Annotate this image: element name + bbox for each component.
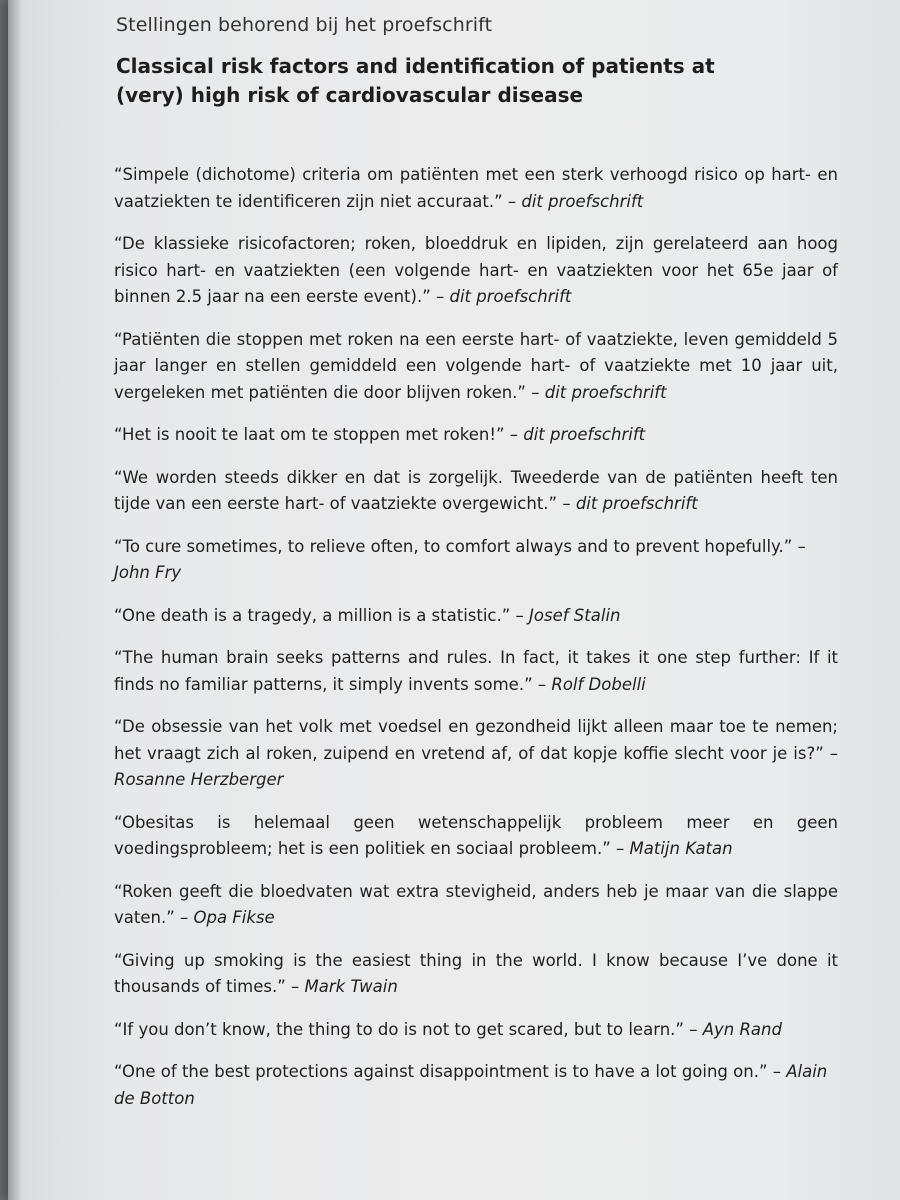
quote-text: “Patiënten die stoppen met roken na een eerste hart- of vaatziekte, leven gemiddeld 5 jaar langer en stellen gemiddeld een volgende hart- of vaatziekte met 10 jaar uit, vergeleken met patiënten die door blijven roken.” –: [114, 329, 838, 402]
quote-source: dit proefschrift: [521, 191, 644, 211]
proposition-2: [114, 231, 838, 311]
proposition-1: [114, 162, 838, 215]
title-line-1: Classical risk factors and identification of patients at: [116, 54, 715, 78]
proposition-14: [114, 1059, 838, 1112]
quote-text: “The human brain seeks patterns and rules. In fact, it takes it one step further: If it finds no familiar patterns, it simply invents some.” –: [114, 648, 838, 694]
quote-source: dit proefschrift: [544, 382, 667, 402]
proposition-9: [114, 714, 838, 794]
proposition-10: [114, 810, 838, 863]
proposition-3: [114, 327, 838, 407]
proposition-4: [114, 422, 838, 449]
quote-source: Opa Fikse: [193, 908, 275, 927]
quote-source: Alain de Botton: [114, 1062, 828, 1108]
propositions-list: [114, 162, 838, 1128]
quote-source: Mark Twain: [304, 977, 398, 996]
proposition-6: [114, 534, 838, 587]
quote-text: “Obesitas is helemaal geen wetenschappelijk probleem meer en geen voedingsprobleem; het is een politiek en sociaal probleem.” –: [114, 812, 838, 858]
proposition-8: [114, 645, 838, 698]
proposition-11: [114, 879, 838, 932]
quote-source: Rolf Dobelli: [551, 674, 646, 694]
quote-source: dit proefschrift: [575, 494, 698, 513]
quote-source: Ayn Rand: [702, 1019, 782, 1039]
document-page: [8, 0, 900, 1200]
title-line-2: (very) high risk of cardiovascular disease: [116, 83, 584, 107]
document-header: [116, 14, 860, 110]
quote-source: John Fry: [114, 563, 182, 582]
quote-text: “Het is nooit te laat om te stoppen met roken!” –: [114, 425, 524, 444]
quote-text: “One of the best protections against disappointment is to have a lot going on.” –: [114, 1062, 787, 1081]
quote-text: “To cure sometimes, to relieve often, to comfort always and to prevent hopefully.” –: [114, 536, 806, 556]
proposition-5: [114, 465, 838, 518]
quote-source: dit proefschrift: [523, 425, 646, 444]
quote-text: “Simpele (dichotome) criteria om patiënten met een sterk verhoogd risico op hart- en vaatziekten te identificeren zijn niet accuraat.” –: [114, 165, 838, 211]
quote-text: “We worden steeds dikker en dat is zorgelijk. Tweederde van de patiënten heeft ten tijde van een eerste hart- of vaatziekte overgewicht.” –: [114, 467, 838, 513]
quote-source: Matijn Katan: [629, 839, 733, 858]
quote-source: Rosanne Herzberger: [114, 770, 284, 789]
document-subtitle: Stellingen behorend bij het proefschrift: [116, 14, 493, 36]
proposition-13: [114, 1017, 838, 1044]
quote-text: “Roken geeft die bloedvaten wat extra stevigheid, anders heb je maar van die slappe vaten.” –: [114, 881, 838, 927]
quote-text: “De klassieke risicofactoren; roken, bloeddruk en lipiden, zijn gerelateerd aan hoog risico hart- en vaatziekten (een volgende hart- en vaatziekten voor het 65e jaar of binnen 2.5 jaar na een eerste event).” –: [114, 234, 838, 306]
quote-text: “Giving up smoking is the easiest thing in the world. I know because I’ve done it thousands of times.” –: [114, 950, 838, 996]
quote-text: “De obsessie van het volk met voedsel en gezondheid lijkt alleen maar toe te nemen; het vraagt zich al roken, zuipend en vretend af, of dat kopje koffie slecht voor je is?” –: [114, 717, 838, 763]
document-title: [116, 52, 860, 110]
quote-source: Josef Stalin: [529, 605, 621, 625]
proposition-7: [114, 603, 838, 630]
quote-text: “If you don’t know, the thing to do is not to get scared, but to learn.” –: [114, 1019, 703, 1039]
proposition-12: [114, 948, 838, 1001]
quote-source: dit proefschrift: [449, 287, 572, 306]
page-edge-shadow: [8, 0, 22, 1200]
quote-text: “One death is a tragedy, a million is a statistic.” –: [114, 605, 530, 625]
